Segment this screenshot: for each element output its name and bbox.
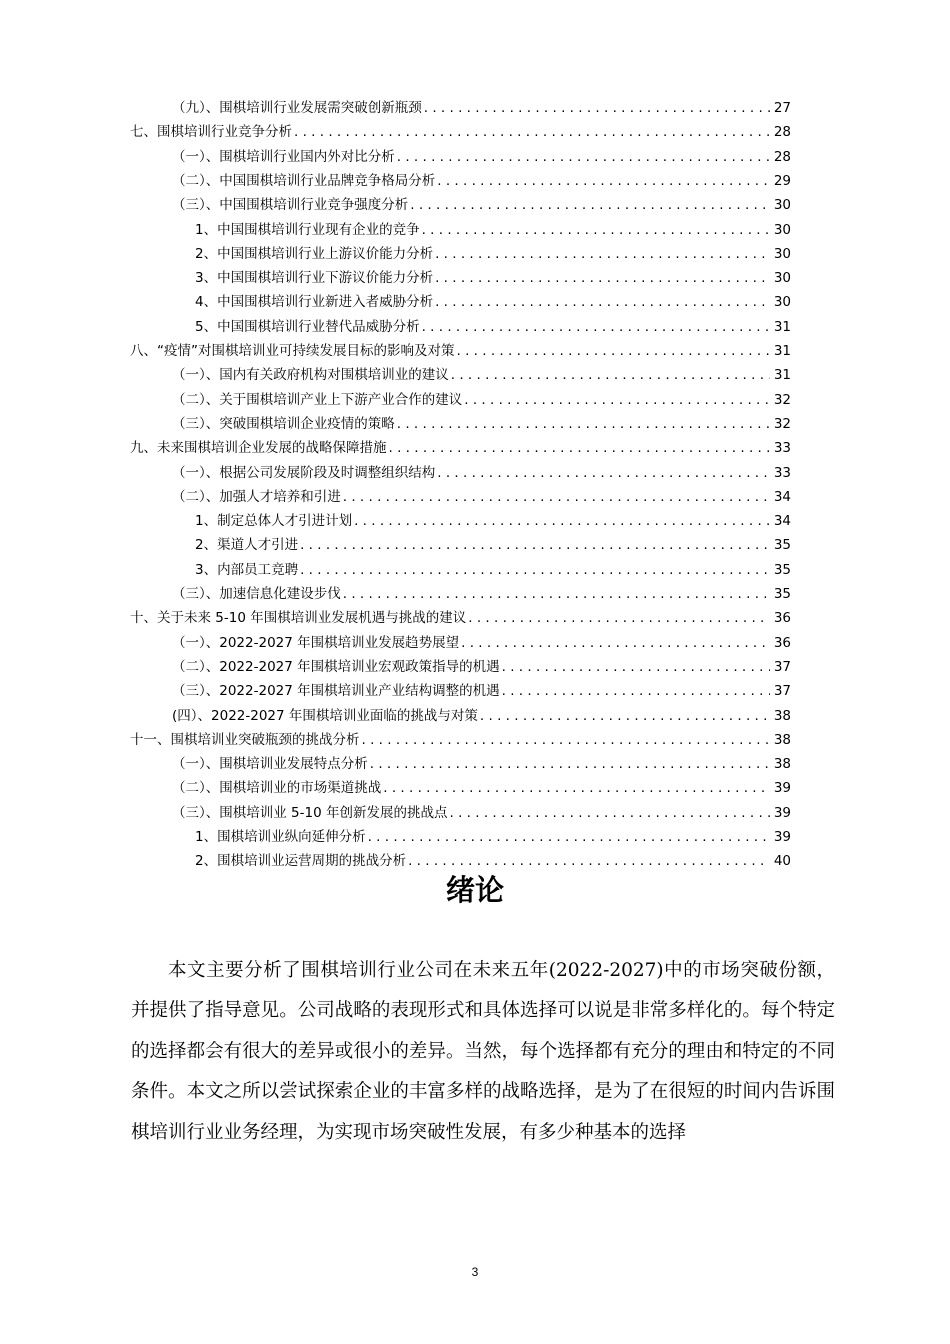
toc-entry-page: 32	[773, 391, 791, 408]
toc-entry[interactable]	[172, 169, 791, 193]
toc-entry-title: 1、制定总体人才引进计划	[195, 513, 353, 530]
toc-entry-page: 33	[773, 464, 791, 481]
toc-entry-title: 3、内部员工竞聘	[195, 561, 299, 578]
toc-entry[interactable]	[172, 388, 791, 412]
toc-entry-page: 34	[773, 488, 791, 505]
toc-entry-page: 39	[773, 829, 791, 845]
toc-leader-dots	[480, 704, 770, 728]
toc-entry-title: (四）、2022-2027 年围棋培训业面临的挑战与对策	[172, 707, 478, 724]
toc-entry[interactable]	[172, 582, 791, 606]
toc-leader-dots	[368, 825, 770, 849]
toc-entry[interactable]	[195, 290, 791, 314]
toc-entry[interactable]	[172, 631, 791, 655]
toc-leader-dots	[437, 169, 770, 193]
toc-entry[interactable]	[172, 801, 791, 825]
toc-leader-dots	[457, 339, 771, 363]
toc-leader-dots	[461, 631, 770, 655]
toc-entry-page: 38	[773, 707, 791, 724]
toc-entry-title: （三）、中国围棋培训行业竞争强度分析	[172, 197, 409, 214]
toc-entry-page: 28	[773, 148, 791, 165]
toc-entry-page: 35	[773, 537, 791, 554]
toc-entry-title: 2、中国围棋培训行业上游议价能力分析	[195, 245, 434, 262]
toc-entry-title: 八、“疫情”对围棋培训业可持续发展目标的影响及对策	[130, 343, 455, 359]
toc-entry-page: 30	[773, 270, 791, 287]
toc-leader-dots	[502, 679, 770, 703]
toc-entry[interactable]	[195, 509, 791, 533]
toc-entry-title: 十一、围棋培训业突破瓶颈的挑战分析	[130, 731, 360, 748]
page-number: 3	[471, 1265, 479, 1279]
toc-entry-page: 35	[773, 586, 791, 602]
toc-entry-page: 28	[773, 124, 791, 141]
toc-leader-dots	[502, 655, 770, 679]
toc-entry-page: 32	[773, 415, 791, 432]
toc-leader-dots	[300, 558, 770, 582]
toc-leader-dots	[435, 242, 770, 266]
toc-leader-dots	[435, 266, 770, 290]
toc-leader-dots	[300, 533, 770, 557]
toc-leader-dots	[389, 436, 771, 460]
toc-entry-title: （三）、加速信息化建设步伐	[172, 586, 341, 602]
toc-entry[interactable]	[195, 533, 791, 557]
toc-leader-dots	[437, 461, 770, 485]
toc-leader-dots	[343, 582, 770, 606]
toc-entry-title: （一）、国内有关政府机构对围棋培训业的建议	[172, 367, 449, 384]
toc-leader-dots	[451, 363, 770, 387]
toc-entry-page: 38	[773, 756, 791, 773]
toc-leader-dots	[354, 509, 770, 533]
toc-entry[interactable]	[172, 96, 791, 120]
toc-leader-dots	[464, 388, 770, 412]
toc-entry-title: （一）、围棋培训业发展特点分析	[172, 756, 368, 773]
toc-entry-page: 30	[773, 221, 791, 238]
toc-entry[interactable]	[172, 461, 791, 485]
toc-leader-dots	[343, 485, 770, 509]
toc-entry-title: 2、围棋培训业运营周期的挑战分析	[195, 853, 407, 870]
toc-entry[interactable]	[130, 436, 791, 460]
toc-entry[interactable]	[195, 315, 791, 339]
toc-entry[interactable]	[172, 363, 791, 387]
toc-entry-page: 36	[773, 634, 791, 651]
toc-leader-dots	[468, 606, 770, 630]
toc-entry[interactable]	[172, 752, 791, 776]
toc-entry[interactable]	[172, 776, 791, 800]
toc-entry-title: 3、中国围棋培训行业下游议价能力分析	[195, 270, 434, 287]
toc-entry[interactable]	[195, 218, 791, 242]
toc-entry-title: （一）、围棋培训行业国内外对比分析	[172, 148, 395, 165]
toc-entry-page: 33	[773, 440, 791, 457]
toc-entry[interactable]	[172, 412, 791, 436]
toc-entry[interactable]	[172, 193, 791, 217]
toc-entry-page: 31	[773, 343, 791, 359]
toc-entry-title: （九）、围棋培训行业发展需突破创新瓶颈	[172, 100, 422, 116]
toc-entry[interactable]	[172, 655, 791, 679]
toc-entry-title: （二）、关于围棋培训产业上下游产业合作的建议	[172, 391, 463, 408]
toc-entry-page: 31	[773, 318, 791, 335]
toc-entry-page: 30	[773, 294, 791, 311]
body-paragraph: 本文主要分析了围棋培训行业公司在未来五年(2022-2027)中的市场突破份额，并提供了指导意见。公司战略的表现形式和具体选择可以说是非常多样化的。每个特定的选择都会有很大的差异或很小的差异。当然，每个选择都有充分的理由和特定的不同条件。本文之所以尝试探索企业的丰富多样的战略选择，是为了在很短的时间内告诉围棋培训行业业务经理，为实现市场突破性发展，有多少种基本的选择	[131, 960, 835, 1143]
toc-entry-page: 30	[773, 245, 791, 262]
toc-entry-title: 5、中国围棋培训行业替代品威胁分析	[195, 318, 420, 335]
toc-entry-page: 27	[773, 100, 791, 116]
toc-entry[interactable]	[172, 485, 791, 509]
toc-entry-title: 1、围棋培训业纵向延伸分析	[195, 829, 366, 845]
toc-entry[interactable]	[130, 120, 791, 144]
toc-entry-title: 九、未来围棋培训企业发展的战略保障措施	[130, 440, 387, 457]
toc-entry-title: 七、围棋培训行业竞争分析	[130, 124, 292, 141]
toc-entry-page: 34	[773, 513, 791, 530]
toc-entry[interactable]	[130, 728, 791, 752]
toc-entry-page: 35	[773, 561, 791, 578]
toc-entry-page: 40	[773, 853, 791, 870]
toc-leader-dots	[435, 290, 770, 314]
toc-entry-title: （二）、围棋培训业的市场渠道挑战	[172, 780, 382, 797]
toc-entry-page: 38	[773, 731, 791, 748]
toc-leader-dots	[294, 120, 770, 144]
toc-entry-title: 2、渠道人才引进	[195, 537, 299, 554]
toc-leader-dots	[397, 412, 770, 436]
toc-entry-page: 37	[773, 658, 791, 675]
toc-entry-page: 39	[773, 780, 791, 797]
toc-entry-title: 十、关于未来 5-10 年围棋培训业发展机遇与挑战的建议	[130, 610, 467, 627]
toc-entry[interactable]	[130, 606, 791, 630]
toc-entry[interactable]	[195, 825, 791, 849]
toc-entry-page: 39	[773, 804, 791, 821]
toc-leader-dots	[422, 315, 770, 339]
toc-entry-title: （二）、中国围棋培训行业品牌竞争格局分析	[172, 172, 436, 189]
toc-entry[interactable]	[172, 679, 791, 703]
toc-entry-title: 1、中国围棋培训行业现有企业的竞争	[195, 221, 420, 238]
toc-leader-dots	[370, 752, 770, 776]
toc-entry[interactable]	[195, 558, 791, 582]
toc-entry-title: （三）、突破围棋培训企业疫情的策略	[172, 415, 395, 432]
toc-leader-dots	[449, 801, 770, 825]
toc-entry-title: 4、中国围棋培训行业新进入者威胁分析	[195, 294, 434, 311]
toc-leader-dots	[383, 776, 770, 800]
toc-entry-page: 31	[773, 367, 791, 384]
toc-entry-page: 30	[773, 197, 791, 214]
toc-entry-page: 36	[773, 610, 791, 627]
toc-leader-dots	[362, 728, 771, 752]
toc-entry-title: （三）、2022-2027 年围棋培训业产业结构调整的机遇	[172, 683, 500, 700]
toc-entry-title: （三）、围棋培训业 5-10 年创新发展的挑战点	[172, 804, 448, 821]
toc-leader-dots	[422, 218, 770, 242]
toc-leader-dots	[410, 193, 770, 217]
toc-entry-title: （二）、2022-2027 年围棋培训业宏观政策指导的机遇	[172, 658, 500, 675]
toc-entry-title: （一）、2022-2027 年围棋培训业发展趋势展望	[172, 634, 460, 651]
toc-entry-title: （一）、根据公司发展阶段及时调整组织结构	[172, 464, 436, 481]
toc-entry-page: 37	[773, 683, 791, 700]
toc-leader-dots	[397, 145, 770, 169]
toc-entry[interactable]	[195, 242, 791, 266]
toc-entry[interactable]	[172, 704, 791, 728]
section-heading: 绪论	[445, 873, 504, 907]
toc-entry[interactable]	[172, 145, 791, 169]
toc-entry[interactable]	[130, 339, 791, 363]
toc-entry-title: （二）、加强人才培养和引进	[172, 488, 341, 505]
toc-entry[interactable]	[195, 266, 791, 290]
toc-leader-dots	[424, 96, 770, 120]
toc-entry-page: 29	[773, 172, 791, 189]
